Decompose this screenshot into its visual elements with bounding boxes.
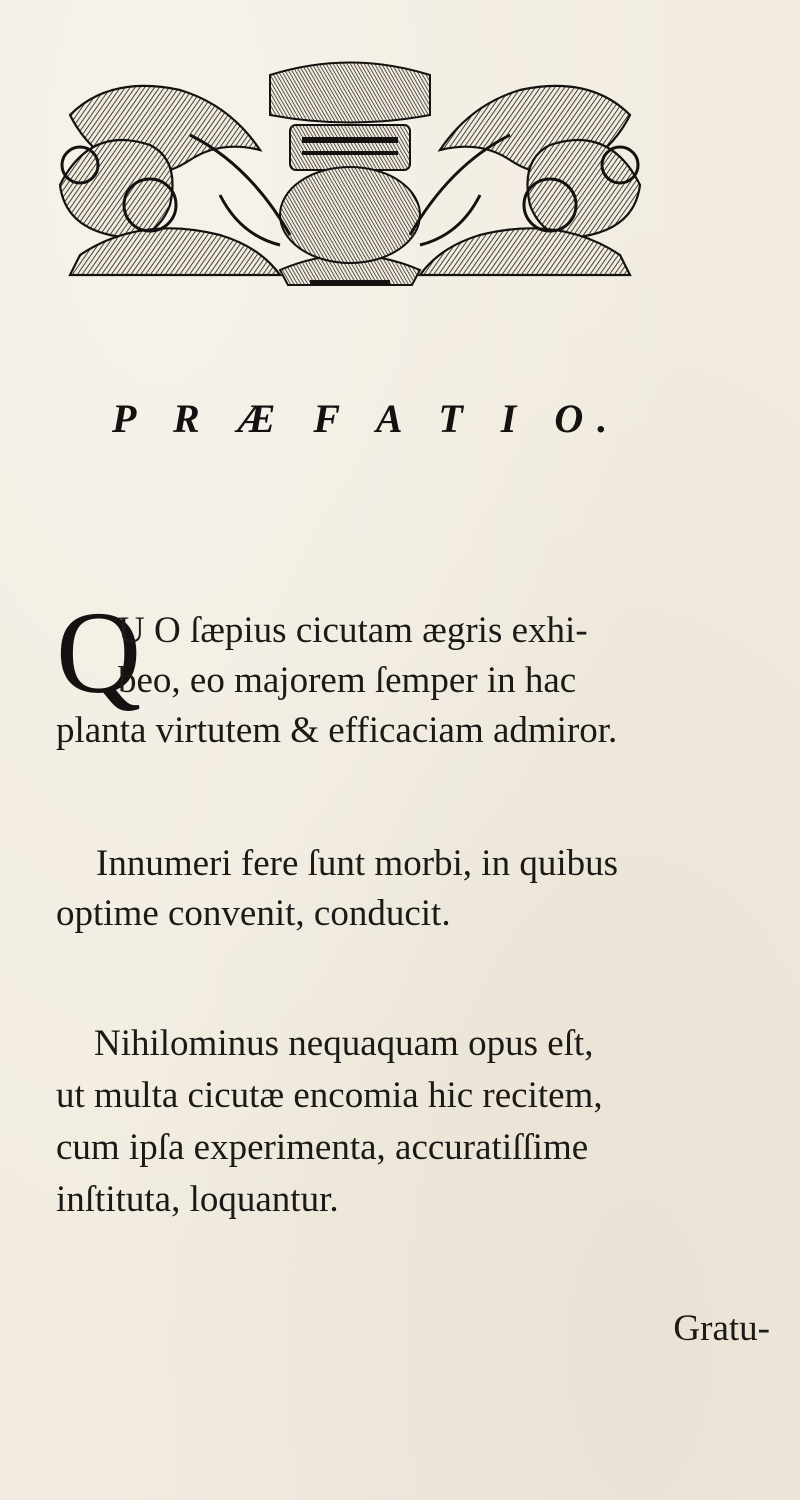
paragraph-2-line-1: Innumeri fere ſunt morbi, in quibus <box>96 843 619 884</box>
paragraph-3-line-3: cum ipſa experimenta, accuratiſſime <box>56 1127 589 1168</box>
paragraph-1-line-2: beo, eo majorem ſemper in hac <box>118 660 577 701</box>
drop-cap: Q <box>56 587 142 718</box>
paragraph-3-line-1: Nihilominus nequaquam opus eſt, <box>94 1023 594 1064</box>
ornamental-headpiece-icon <box>40 55 660 295</box>
paragraph-1-line-1: U O ſæpius cicutam ægris exhi- <box>118 610 588 651</box>
paragraph-3-line-2: ut multa cicutæ encomia hic recitem, <box>56 1075 603 1116</box>
paragraph-3-line-4: inſtituta, loquantur. <box>56 1179 339 1220</box>
paragraph-1-line-3: planta virtutem & efficaciam admiror. <box>56 710 618 751</box>
paragraph-2-line-2: optime convenit, conducit. <box>56 893 451 934</box>
catchword: Gratu- <box>673 1308 770 1349</box>
page-title: P R Æ F A T I O. <box>112 396 622 441</box>
